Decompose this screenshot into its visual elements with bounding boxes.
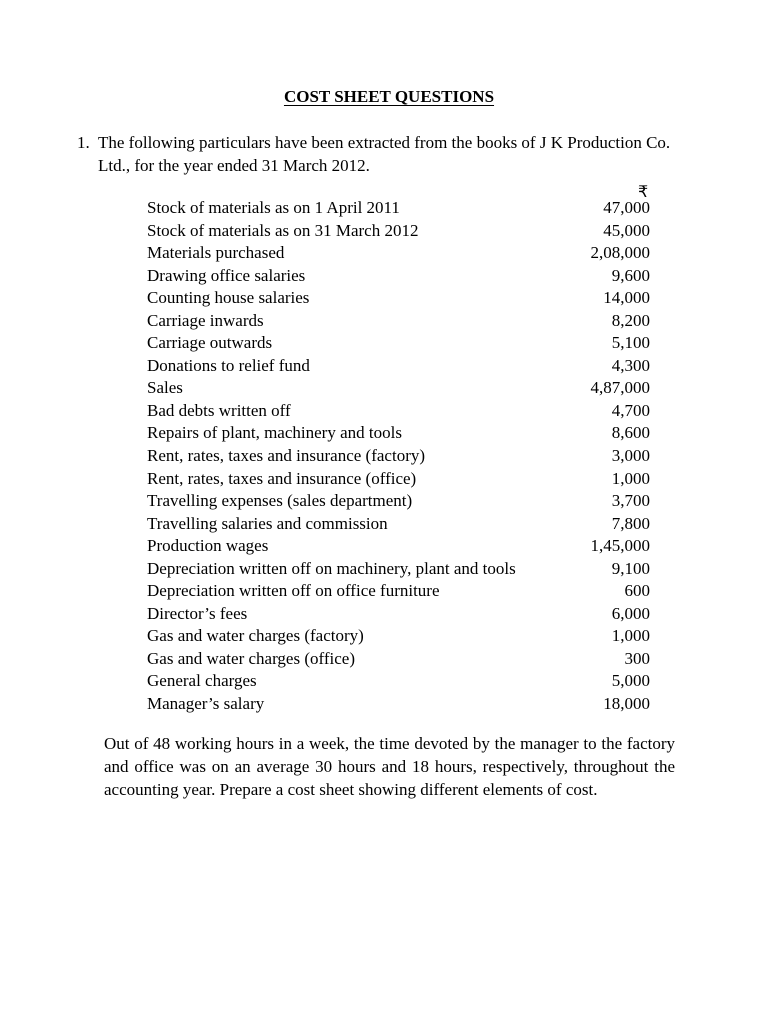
item-amount: 8,600 <box>611 423 650 443</box>
item-amount: 9,100 <box>611 558 650 578</box>
particulars-list <box>147 197 650 716</box>
list-item <box>147 332 650 355</box>
item-amount: 2,08,000 <box>590 243 650 263</box>
item-amount: 1,000 <box>611 468 650 488</box>
item-label: Rent, rates, taxes and insurance (office) <box>147 468 417 488</box>
item-label: Carriage inwards <box>147 310 264 330</box>
list-item <box>147 580 650 603</box>
item-amount: 7,800 <box>611 513 650 533</box>
question-closing: Out of 48 working hours in a week, the time devoted by the manager to the factory and office was on an average 30 hours and 18 hours, respectively, throughout the accounting year. Prepare a cost sheet showing different elements of cost. <box>104 734 675 799</box>
page-title: COST SHEET QUESTIONS <box>283 87 495 106</box>
question-number: 1. <box>77 133 90 152</box>
item-amount: 3,700 <box>611 491 650 511</box>
list-item <box>147 468 650 491</box>
item-amount: 45,000 <box>603 220 650 240</box>
item-amount: 9,600 <box>611 265 650 285</box>
list-item <box>147 445 650 468</box>
item-amount: 600 <box>624 581 650 601</box>
item-label: General charges <box>147 671 257 691</box>
item-label: Donations to relief fund <box>147 355 310 375</box>
item-label: Gas and water charges (factory) <box>147 626 364 646</box>
list-item <box>147 355 650 378</box>
item-label: Counting house salaries <box>147 288 310 308</box>
item-label: Stock of materials as on 31 March 2012 <box>147 220 419 240</box>
item-amount: 3,000 <box>611 446 650 466</box>
item-label: Production wages <box>147 536 269 556</box>
list-item <box>147 513 650 536</box>
list-item <box>147 670 650 693</box>
item-amount: 18,000 <box>603 694 650 714</box>
item-amount: 5,100 <box>611 333 650 353</box>
item-amount: 4,300 <box>611 355 650 375</box>
item-amount: 1,000 <box>611 626 650 646</box>
list-item <box>147 422 650 445</box>
item-label: Repairs of plant, machinery and tools <box>147 423 402 443</box>
item-label: Rent, rates, taxes and insurance (factory) <box>147 446 426 466</box>
item-label: Depreciation written off on machinery, plant and tools <box>147 558 516 578</box>
list-item <box>147 287 650 310</box>
item-amount: 300 <box>624 648 650 668</box>
list-item <box>147 490 650 513</box>
item-amount: 6,000 <box>611 603 650 623</box>
item-amount: 47,000 <box>603 198 650 217</box>
item-label: Director’s fees <box>147 603 248 623</box>
list-item <box>147 265 650 288</box>
item-label: Materials purchased <box>147 243 285 263</box>
item-amount: 4,87,000 <box>590 378 650 398</box>
item-label: Travelling expenses (sales department) <box>147 491 413 511</box>
item-amount: 1,45,000 <box>590 536 650 556</box>
item-label: Bad debts written off <box>147 400 291 420</box>
list-item <box>147 648 650 671</box>
item-amount: 5,000 <box>611 671 650 691</box>
list-item <box>147 693 650 716</box>
item-label: Manager’s salary <box>147 694 265 714</box>
item-amount: 8,200 <box>611 310 650 330</box>
item-label: Stock of materials as on 1 April 2011 <box>147 198 400 217</box>
item-label: Depreciation written off on office furniture <box>147 581 440 601</box>
list-item <box>147 220 650 243</box>
item-label: Carriage outwards <box>147 333 273 353</box>
item-label: Sales <box>147 378 183 398</box>
list-item <box>147 377 650 400</box>
list-item <box>147 603 650 626</box>
item-label: Gas and water charges (office) <box>147 648 355 668</box>
list-item <box>147 400 650 423</box>
question-intro: The following particulars have been extracted from the books of J K Production Co. Ltd., for the year ended 31 March 2012. <box>98 133 671 175</box>
currency-symbol: ₹ <box>638 182 649 201</box>
list-item <box>147 625 650 648</box>
list-item <box>147 535 650 558</box>
item-amount: 14,000 <box>603 288 650 308</box>
item-amount: 4,700 <box>611 400 650 420</box>
item-label: Travelling salaries and commission <box>147 513 388 533</box>
item-label: Drawing office salaries <box>147 265 306 285</box>
list-item <box>147 197 650 220</box>
list-item <box>147 310 650 333</box>
list-item <box>147 242 650 265</box>
list-item <box>147 558 650 581</box>
